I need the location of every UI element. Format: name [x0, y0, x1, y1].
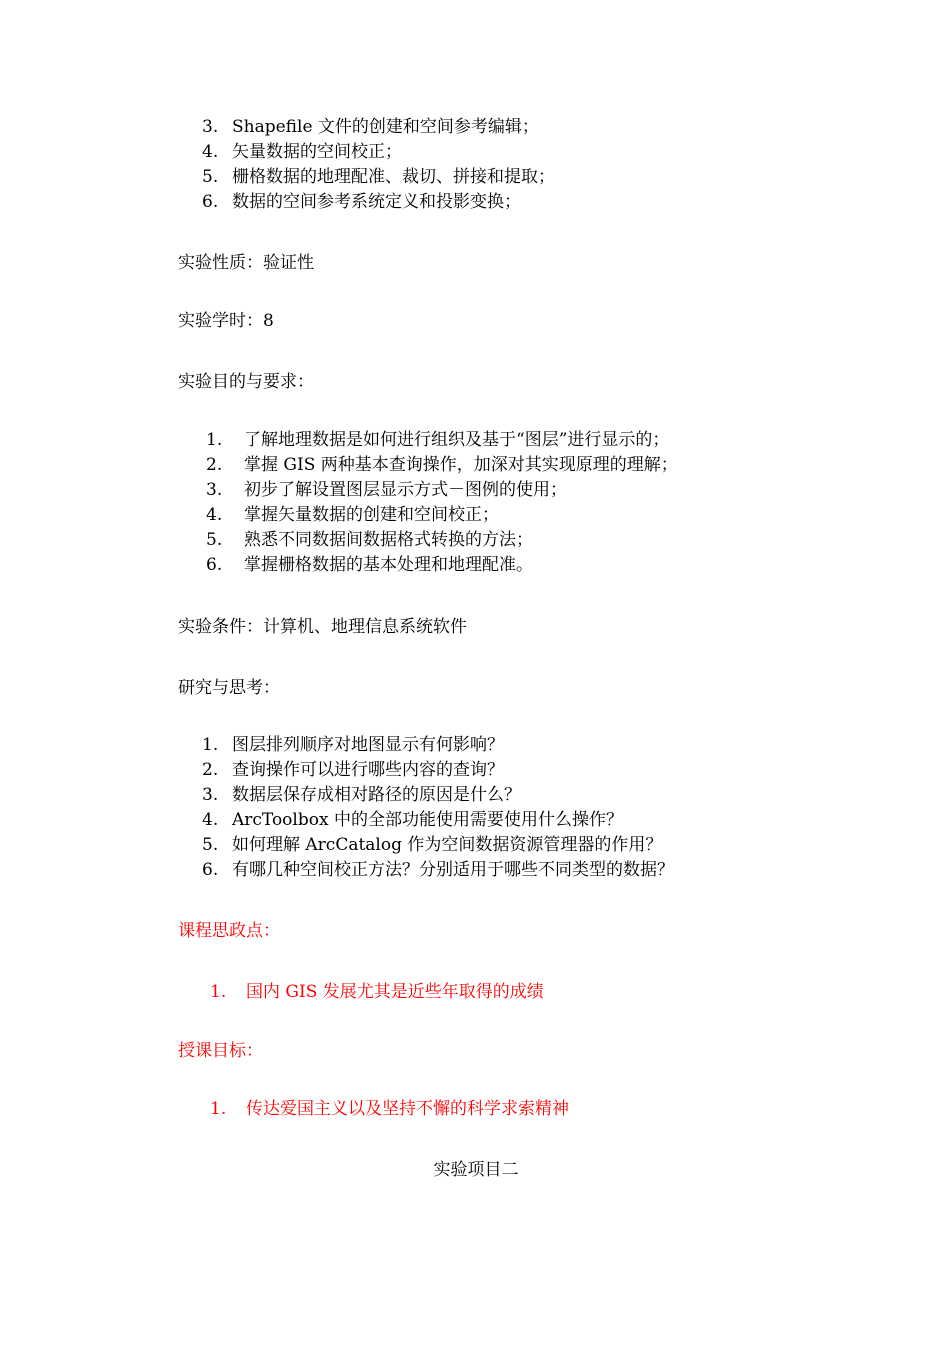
experiment-conditions: 实验条件：计算机、地理信息系统软件	[178, 617, 467, 637]
list-item: 4. 矢量数据的空间校正；	[202, 142, 402, 162]
experiment-nature: 实验性质：验证性	[178, 253, 314, 273]
purpose-list	[206, 428, 678, 578]
list-item: 4. 掌握矢量数据的创建和空间校正；	[206, 505, 499, 525]
research-list	[202, 733, 674, 883]
list-item: 2. 掌握 GIS 两种基本查询操作，加深对其实现原理的理解；	[206, 455, 678, 475]
next-section-title: 实验项目二	[433, 1160, 519, 1180]
purpose-heading: 实验目的与要求：	[178, 372, 314, 392]
ideology-heading: 课程思政点：	[178, 921, 280, 941]
list-item: 1. 了解地理数据是如何进行组织及基于“图层”进行显示的；	[206, 430, 670, 450]
list-item: 3. 数据层保存成相对路径的原因是什么？	[202, 785, 521, 805]
goal-item: 1. 传达爱国主义以及坚持不懈的科学求索精神	[210, 1099, 569, 1119]
list-item: 6. 有哪几种空间校正方法？分别适用于哪些不同类型的数据？	[202, 860, 674, 880]
list-item: 5. 栅格数据的地理配准、裁切、拼接和提取；	[202, 167, 555, 187]
research-heading: 研究与思考：	[178, 678, 280, 698]
list-item: 3. 初步了解设置图层显示方式－图例的使用；	[206, 480, 567, 500]
ideology-item: 1. 国内 GIS 发展尤其是近些年取得的成绩	[210, 982, 544, 1002]
list-item: 2. 查询操作可以进行哪些内容的查询？	[202, 760, 504, 780]
list-item: 1. 图层排列顺序对地图显示有何影响？	[202, 735, 504, 755]
list-item: 6. 数据的空间参考系统定义和投影变换；	[202, 192, 521, 212]
list-item: 6. 掌握栅格数据的基本处理和地理配准。	[206, 555, 533, 575]
list-item: 5. 熟悉不同数据间数据格式转换的方法；	[206, 530, 533, 550]
experiment-hours: 实验学时：8	[178, 311, 274, 331]
list-item: 4. ArcToolbox 中的全部功能使用需要使用什么操作？	[202, 810, 623, 830]
list-item: 3. Shapefile 文件的创建和空间参考编辑；	[202, 117, 539, 137]
list-item: 5. 如何理解 ArcCatalog 作为空间数据资源管理器的作用？	[202, 835, 663, 855]
goal-heading: 授课目标：	[178, 1041, 263, 1061]
task-list-continued	[202, 115, 555, 215]
